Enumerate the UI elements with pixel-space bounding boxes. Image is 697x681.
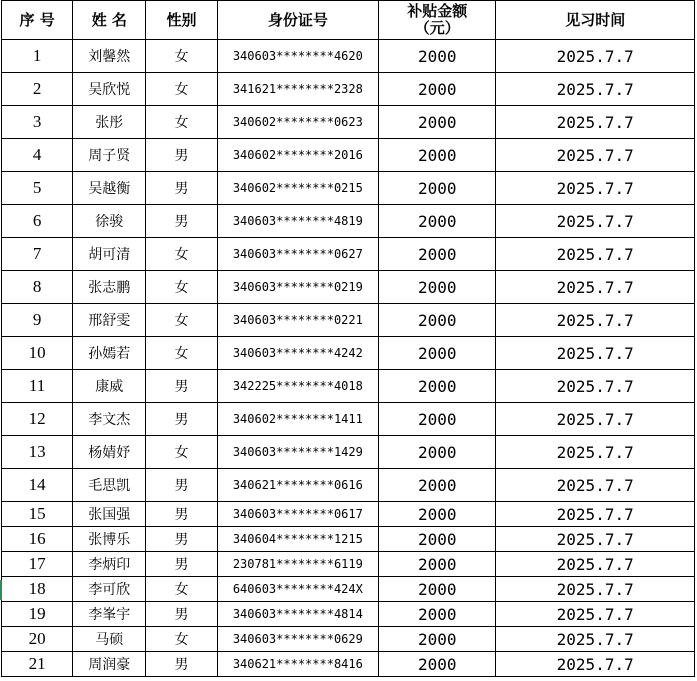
- cell-amount[interactable]: 2000: [379, 527, 496, 552]
- cell-no[interactable]: 7: [2, 238, 73, 271]
- cell-no[interactable]: 16: [2, 527, 73, 552]
- cell-name[interactable]: 张彤: [73, 106, 146, 139]
- cell-name[interactable]: 李文杰: [73, 403, 146, 436]
- table-row: [2, 552, 695, 577]
- cell-id-number[interactable]: 340603********4814: [217, 602, 378, 627]
- cell-name[interactable]: 张国强: [73, 502, 146, 527]
- table-row: [2, 527, 695, 552]
- cell-id-number[interactable]: 342225********4018: [217, 370, 378, 403]
- cell-id-number[interactable]: 340602********0215: [217, 172, 378, 205]
- cell-id-number[interactable]: 340602********2016: [217, 139, 378, 172]
- cell-sex[interactable]: 男: [146, 370, 217, 403]
- cell-amount[interactable]: 2000: [379, 40, 496, 73]
- table-row: [2, 304, 695, 337]
- row-selection-marker: [0, 580, 2, 600]
- header-row: [2, 1, 695, 40]
- cell-sex[interactable]: 男: [146, 652, 217, 677]
- cell-amount[interactable]: 2000: [379, 436, 496, 469]
- cell-sex[interactable]: 男: [146, 205, 217, 238]
- table-row: [2, 238, 695, 271]
- cell-no[interactable]: 18: [2, 577, 73, 602]
- table-row: [2, 370, 695, 403]
- cell-id-number[interactable]: 340603********4819: [217, 205, 378, 238]
- cell-date[interactable]: 2025.7.7: [496, 527, 695, 552]
- cell-amount[interactable]: 2000: [379, 205, 496, 238]
- cell-name[interactable]: 李炳印: [73, 552, 146, 577]
- cell-date[interactable]: 2025.7.7: [496, 652, 695, 677]
- cell-name[interactable]: 刘馨然: [73, 40, 146, 73]
- cell-id-number[interactable]: 340603********0221: [217, 304, 378, 337]
- cell-amount[interactable]: 2000: [379, 172, 496, 205]
- cell-name[interactable]: 吴欣悦: [73, 73, 146, 106]
- cell-amount[interactable]: 2000: [379, 552, 496, 577]
- cell-sex[interactable]: 男: [146, 139, 217, 172]
- header-amount-line1: 补贴金额: [407, 2, 468, 20]
- cell-sex[interactable]: 男: [146, 403, 217, 436]
- table-row: [2, 652, 695, 677]
- cell-name[interactable]: 周子贤: [73, 139, 146, 172]
- cell-amount[interactable]: 2000: [379, 370, 496, 403]
- cell-amount[interactable]: 2000: [379, 627, 496, 652]
- cell-no[interactable]: 4: [2, 139, 73, 172]
- cell-name[interactable]: 邢舒雯: [73, 304, 146, 337]
- cell-id-number[interactable]: 341621********2328: [217, 73, 378, 106]
- cell-sex[interactable]: 男: [146, 527, 217, 552]
- cell-date[interactable]: 2025.7.7: [496, 370, 695, 403]
- cell-date[interactable]: 2025.7.7: [496, 403, 695, 436]
- cell-amount[interactable]: 2000: [379, 403, 496, 436]
- cell-date[interactable]: 2025.7.7: [496, 337, 695, 370]
- header-no[interactable]: 序 号: [2, 1, 73, 40]
- cell-name[interactable]: 张博乐: [73, 527, 146, 552]
- cell-date[interactable]: 2025.7.7: [496, 106, 695, 139]
- cell-no[interactable]: 2: [2, 73, 73, 106]
- cell-sex[interactable]: 女: [146, 627, 217, 652]
- cell-no[interactable]: 5: [2, 172, 73, 205]
- header-date[interactable]: 见习时间: [496, 1, 695, 40]
- cell-no[interactable]: 10: [2, 337, 73, 370]
- cell-date[interactable]: 2025.7.7: [496, 40, 695, 73]
- cell-amount[interactable]: 2000: [379, 304, 496, 337]
- cell-sex[interactable]: 女: [146, 238, 217, 271]
- cell-date[interactable]: 2025.7.7: [496, 627, 695, 652]
- cell-name[interactable]: 李峯宇: [73, 602, 146, 627]
- cell-sex[interactable]: 女: [146, 577, 217, 602]
- cell-sex[interactable]: 男: [146, 172, 217, 205]
- cell-name[interactable]: 徐骏: [73, 205, 146, 238]
- cell-name[interactable]: 孙嫣若: [73, 337, 146, 370]
- cell-name[interactable]: 杨婧妤: [73, 436, 146, 469]
- cell-no[interactable]: 15: [2, 502, 73, 527]
- cell-id-number[interactable]: 340621********8416: [217, 652, 378, 677]
- cell-no[interactable]: 8: [2, 271, 73, 304]
- cell-amount[interactable]: 2000: [379, 73, 496, 106]
- cell-id-number[interactable]: 340603********0617: [217, 502, 378, 527]
- cell-date[interactable]: 2025.7.7: [496, 602, 695, 627]
- cell-sex[interactable]: 女: [146, 436, 217, 469]
- cell-date[interactable]: 2025.7.7: [496, 271, 695, 304]
- table-row: [2, 502, 695, 527]
- cell-amount[interactable]: 2000: [379, 337, 496, 370]
- cell-amount[interactable]: 2000: [379, 502, 496, 527]
- cell-amount[interactable]: 2000: [379, 652, 496, 677]
- cell-id-number[interactable]: 640603********424X: [217, 577, 378, 602]
- cell-no[interactable]: 13: [2, 436, 73, 469]
- cell-date[interactable]: 2025.7.7: [496, 436, 695, 469]
- cell-sex[interactable]: 女: [146, 337, 217, 370]
- table-row: [2, 436, 695, 469]
- header-amount-line2: （元）: [414, 19, 460, 37]
- cell-amount[interactable]: 2000: [379, 139, 496, 172]
- cell-amount[interactable]: 2000: [379, 271, 496, 304]
- table-row: [2, 139, 695, 172]
- cell-no[interactable]: 9: [2, 304, 73, 337]
- cell-amount[interactable]: 2000: [379, 106, 496, 139]
- cell-id-number[interactable]: 340603********0627: [217, 238, 378, 271]
- cell-sex[interactable]: 男: [146, 552, 217, 577]
- header-sex[interactable]: 性别: [146, 1, 217, 40]
- cell-no[interactable]: 21: [2, 652, 73, 677]
- cell-no[interactable]: 19: [2, 602, 73, 627]
- cell-date[interactable]: 2025.7.7: [496, 205, 695, 238]
- cell-no[interactable]: 6: [2, 205, 73, 238]
- cell-no[interactable]: 14: [2, 469, 73, 502]
- table-row: [2, 403, 695, 436]
- cell-amount[interactable]: 2000: [379, 469, 496, 502]
- cell-amount[interactable]: 2000: [379, 602, 496, 627]
- header-amount[interactable]: [379, 1, 496, 40]
- header-id[interactable]: 身份证号: [217, 1, 378, 40]
- cell-sex[interactable]: 男: [146, 602, 217, 627]
- table-row: [2, 40, 695, 73]
- cell-no[interactable]: 20: [2, 627, 73, 652]
- table-row: [2, 627, 695, 652]
- cell-name[interactable]: 李可欣: [73, 577, 146, 602]
- cell-sex[interactable]: 女: [146, 304, 217, 337]
- cell-sex[interactable]: 男: [146, 469, 217, 502]
- cell-name[interactable]: 张志鹏: [73, 271, 146, 304]
- cell-date[interactable]: 2025.7.7: [496, 304, 695, 337]
- cell-name[interactable]: 胡可清: [73, 238, 146, 271]
- cell-date[interactable]: 2025.7.7: [496, 577, 695, 602]
- cell-date[interactable]: 2025.7.7: [496, 469, 695, 502]
- cell-date[interactable]: 2025.7.7: [496, 73, 695, 106]
- cell-sex[interactable]: 女: [146, 271, 217, 304]
- cell-id-number[interactable]: 340603********0629: [217, 627, 378, 652]
- table-row: [2, 469, 695, 502]
- cell-id-number[interactable]: 230781********6119: [217, 552, 378, 577]
- cell-sex[interactable]: 女: [146, 106, 217, 139]
- table-row: [2, 602, 695, 627]
- cell-name[interactable]: 吴越衡: [73, 172, 146, 205]
- cell-date[interactable]: 2025.7.7: [496, 139, 695, 172]
- cell-no[interactable]: 17: [2, 552, 73, 577]
- cell-date[interactable]: 2025.7.7: [496, 172, 695, 205]
- table-row: [2, 106, 695, 139]
- cell-id-number[interactable]: 340603********4242: [217, 337, 378, 370]
- header-name[interactable]: 姓 名: [73, 1, 146, 40]
- table-row: [2, 271, 695, 304]
- cell-name[interactable]: 马硕: [73, 627, 146, 652]
- subsidy-table: [1, 0, 695, 677]
- cell-no[interactable]: 1: [2, 40, 73, 73]
- cell-no[interactable]: 3: [2, 106, 73, 139]
- cell-id-number[interactable]: 340602********1411: [217, 403, 378, 436]
- cell-name[interactable]: 康威: [73, 370, 146, 403]
- table-body: [2, 40, 695, 677]
- cell-id-number[interactable]: 340603********1429: [217, 436, 378, 469]
- cell-date[interactable]: 2025.7.7: [496, 238, 695, 271]
- table-row: [2, 205, 695, 238]
- table-row: [2, 577, 695, 602]
- cell-id-number[interactable]: 340602********0623: [217, 106, 378, 139]
- cell-amount[interactable]: 2000: [379, 577, 496, 602]
- table-row: [2, 172, 695, 205]
- table-row: [2, 337, 695, 370]
- cell-sex[interactable]: 女: [146, 40, 217, 73]
- cell-name[interactable]: 毛思凯: [73, 469, 146, 502]
- cell-no[interactable]: 12: [2, 403, 73, 436]
- cell-sex[interactable]: 男: [146, 502, 217, 527]
- cell-amount[interactable]: 2000: [379, 238, 496, 271]
- cell-sex[interactable]: 女: [146, 73, 217, 106]
- cell-name[interactable]: 周润豪: [73, 652, 146, 677]
- cell-date[interactable]: 2025.7.7: [496, 502, 695, 527]
- table-row: [2, 73, 695, 106]
- cell-id-number[interactable]: 340621********0616: [217, 469, 378, 502]
- cell-no[interactable]: 11: [2, 370, 73, 403]
- cell-id-number[interactable]: 340604********1215: [217, 527, 378, 552]
- cell-id-number[interactable]: 340603********4620: [217, 40, 378, 73]
- cell-date[interactable]: 2025.7.7: [496, 552, 695, 577]
- cell-id-number[interactable]: 340603********0219: [217, 271, 378, 304]
